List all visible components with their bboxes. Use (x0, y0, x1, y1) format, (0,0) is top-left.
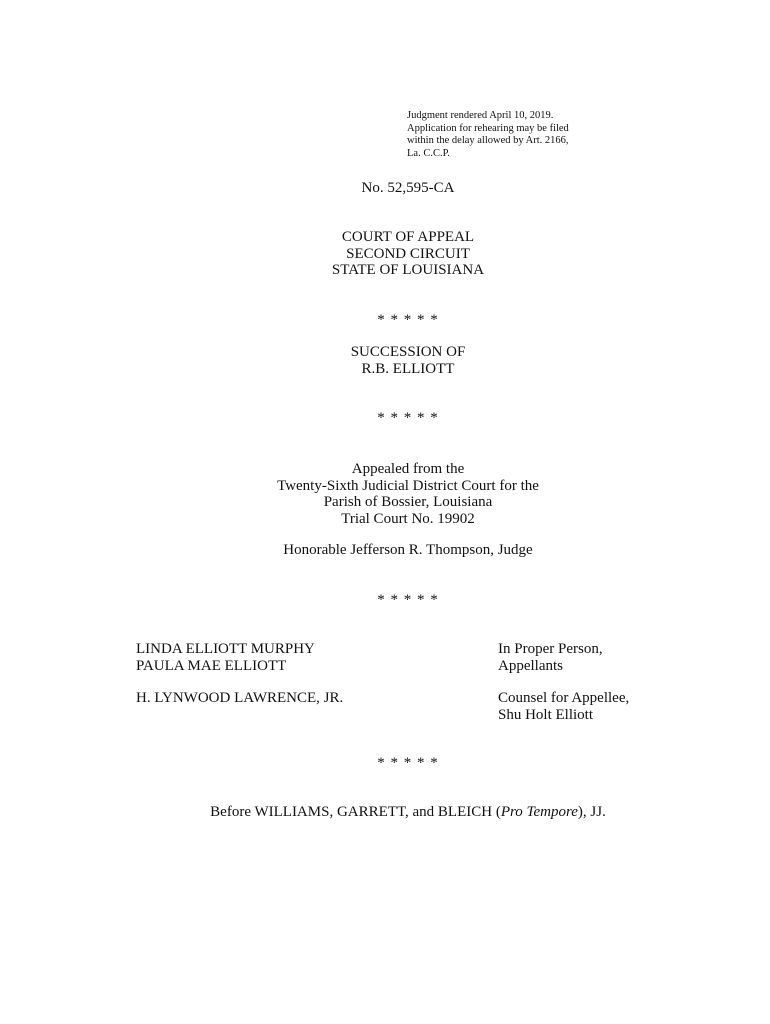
trial-judge (0, 542, 770, 559)
party-name: PAULA MAE ELLIOTT (136, 657, 287, 674)
party-role: In Proper Person, (498, 641, 603, 657)
panel-italic: Pro Tempore (500, 804, 578, 820)
trial-judge-text: Honorable Jefferson R. Thompson, Judge (283, 542, 533, 558)
caption-line: SUCCESSION OF (350, 344, 466, 360)
appellee-counsel-name (136, 690, 343, 707)
judgment-note-line: Judgment rendered April 10, 2019. (407, 110, 554, 121)
panel-suffix: ), JJ. (577, 804, 606, 820)
separator-text: * * * * * (377, 312, 439, 328)
party-role: Appellants (498, 657, 563, 674)
appeal-line: Parish of Bossier, Louisiana (323, 494, 493, 510)
panel-prefix: Before WILLIAMS, GARRETT, and BLEICH ( (210, 804, 501, 820)
appeal-line: Trial Court No. 19902 (341, 510, 475, 527)
appellants-role (498, 641, 603, 674)
separator (0, 312, 770, 329)
separator (0, 410, 770, 427)
judgment-note-line: within the delay allowed by Art. 2166, (407, 135, 569, 146)
separator-text: * * * * * (377, 410, 439, 426)
party-role: Counsel for Appellee, (498, 690, 630, 706)
case-number-text: No. 52,595-CA (361, 180, 455, 196)
separator-text: * * * * * (377, 592, 439, 608)
case-caption (0, 344, 770, 377)
separator-text: * * * * * (377, 755, 439, 771)
judgment-note-line: La. C.C.P. (407, 147, 450, 159)
party-name: LINDA ELLIOTT MURPHY (136, 641, 315, 657)
case-number (0, 180, 770, 197)
court-line: STATE OF LOUISIANA (331, 262, 485, 278)
appeal-info (0, 461, 770, 527)
party-name: H. LYNWOOD LAWRENCE, JR. (136, 690, 344, 706)
appellants-names (136, 641, 315, 674)
judges-panel (0, 804, 770, 821)
court-heading (0, 229, 770, 279)
judgment-note-line: Application for rehearing may be filed (407, 122, 569, 134)
separator (0, 592, 770, 609)
court-line: SECOND CIRCUIT (346, 245, 470, 262)
judgment-note (407, 110, 627, 160)
court-line: COURT OF APPEAL (341, 229, 475, 245)
party-role: Shu Holt Elliott (498, 706, 594, 723)
caption-line: R.B. ELLIOTT (361, 360, 455, 377)
separator (0, 755, 770, 772)
appellee-counsel-role (498, 690, 629, 723)
appeal-line: Twenty-Sixth Judicial District Court for the (277, 477, 539, 494)
appeal-line: Appealed from the (351, 461, 465, 477)
